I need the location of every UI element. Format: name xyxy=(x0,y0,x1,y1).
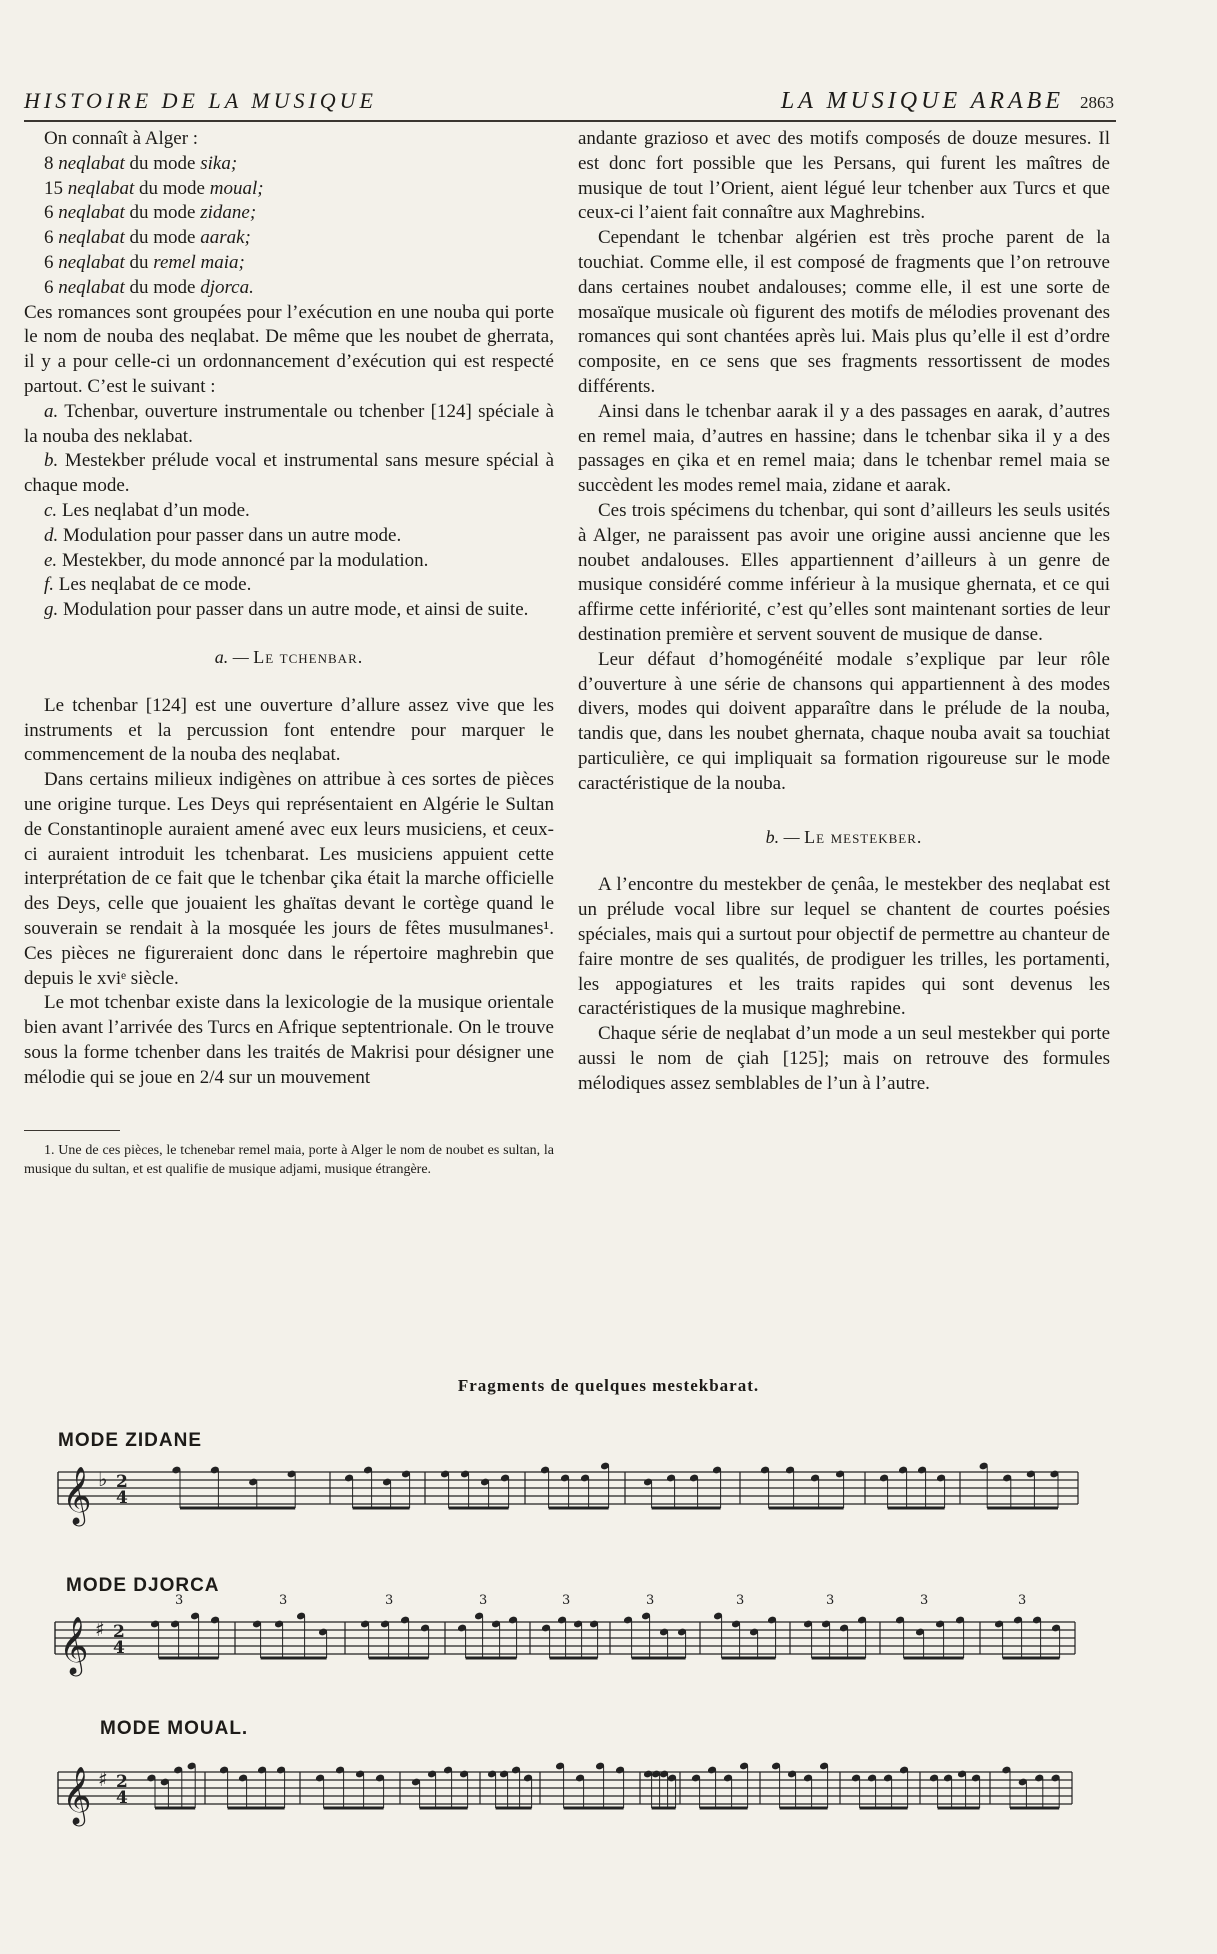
list-item: 6 neqlabat du mode aarak; xyxy=(44,227,251,249)
header-title: LA MUSIQUE ARABE xyxy=(780,88,1064,114)
paragraph: Dans certains milieux indigènes on attribue à ces sortes de pièces une origine turque. Les Deys qui représentaient en Algérie le Sultan de Constantinople auraient amené avec eux leurs musiciens, et ceux-ci auraient introduit les tchenbarat. Les musiciens appuient cette interprétation de ce fait que le tchenbar çika était la marche officielle des Deys, celle que jouaient les ghaïtas devant le cortège quand le souverain se rendait à la mosquée les jours de fêtes musulmanes¹. Ces pièces ne figureraient donc dans le répertoire maghrebin que depuis le xviᵉ siècle. xyxy=(24,769,554,989)
triplet-mark: 3 xyxy=(1018,1593,1027,1608)
treble-clef-icon: 𝄞 xyxy=(62,1466,92,1524)
triplet-mark: 3 xyxy=(646,1593,655,1608)
paragraph: Ainsi dans le tchenbar aarak il y a des passages en aarak, d’autres en remel maia, d’autres en hassine; dans le tchenbar sika il y a des passages en çika et en remel maia; dans le tchenbar remel maia se succèdent les modes remel maia, zidane et aarak. xyxy=(578,400,1110,497)
list-item: d. Modulation pour passer dans un autre mode. xyxy=(44,524,402,546)
music-staff-moual xyxy=(0,1720,1217,1840)
paragraph: Le mot tchenbar existe dans la lexicologie de la musique orientale bien avant l’arrivée des Turcs en Afrique septentrionale. On le trouve sous la forme tchenber dans les traités de Makrisi pour désigner une mélodie qui se joue en 2/4 sur un mouvement xyxy=(24,992,554,1088)
list-item: c. Les neqlabat d’un mode. xyxy=(44,499,250,521)
triplet-mark: 3 xyxy=(279,1593,288,1608)
list-item: a. Tchenbar, ouverture instrumentale ou tchenber [124] spéciale à la nouba des neklabat. xyxy=(24,400,554,447)
triplet-mark: 3 xyxy=(562,1593,571,1608)
section-heading-b: b. — Le mestekber. xyxy=(765,826,923,847)
execution-order-list xyxy=(24,400,554,623)
list-item: 6 neqlabat du mode djorca. xyxy=(44,276,254,298)
music-staff-zidane xyxy=(0,1440,1217,1540)
header-left: HISTOIRE DE LA MUSIQUE xyxy=(24,88,377,113)
time-signature-top: 2 xyxy=(116,1472,128,1492)
triplet-mark: 3 xyxy=(920,1593,929,1608)
key-signature: ♭ xyxy=(98,1467,108,1491)
list-item: f. Les neqlabat de ce mode. xyxy=(44,574,252,596)
list-item: g. Modulation pour passer dans un autre mode, et ainsi de suite. xyxy=(44,599,529,621)
staff-label: MODE MOUAL. xyxy=(100,1718,249,1739)
staff-label: MODE DJORCA xyxy=(66,1575,220,1596)
paragraph: Le tchenbar [124] est une ouverture d’allure assez vive que les instruments et la percussion font entendre pour marquer le commencement de la nouba des neqlabat. xyxy=(24,694,554,766)
mode-count-list xyxy=(24,152,554,301)
paragraph: On connaît à Alger : xyxy=(44,128,199,149)
list-item: 8 neqlabat du mode sika; xyxy=(44,152,238,174)
paragraph: A l’encontre du mestekber de çenâa, le mestekber des neqlabat est un prélude vocal libre sur lequel se chantent de courtes poésies spéciales, mais qui a surtout pour objectif de permettre au chanteur de faire montre de ses qualités, de prodiguer les trilles, les portamenti, les appogiatures et les traits rapides qui sont devenus les caractéristiques de la musique maghrebine. xyxy=(578,874,1110,1020)
paragraph: Chaque série de neqlabat d’un mode a un seul mestekber qui porte aussi le nom de çiah [125]; mais on retrouve des formules mélodiques assez semblables de l’un à l’autre. xyxy=(578,1023,1110,1094)
footnote-rule xyxy=(24,1130,120,1131)
treble-clef-icon: 𝄞 xyxy=(59,1616,89,1674)
paragraph: Cependant le tchenbar algérien est très proche parent de la touchiat. Comme elle, il est composé de fragments que l’on retrouve dans certaines noubet andalouses; comme elle, il est une sorte de mosaïque musicale où figurent des motifs de mélodies provenant des romances qui sont chantées après lui. Mais plus qu’elle il est d’ordre composite, en ce sens que ses fragments ressortissent de modes différents. xyxy=(578,227,1110,397)
paragraph: Ces trois spécimens du tchenbar, qui sont d’ailleurs les seuls usités à Alger, ne paraissent pas avoir une origine aussi ancienne que les noubet andalouses. Elles appartiennent d’ailleurs à un genre de musique considéré comme inférieur à la musique ghernata, et ce qui affirme cette infériorité, c’est qu’elles sont maintenant sorties de leur destination première et servent souvent de musique de danse. xyxy=(578,499,1110,645)
staff-label: MODE ZIDANE xyxy=(58,1430,202,1451)
triplet-mark: 3 xyxy=(385,1593,394,1608)
list-item: 15 neqlabat du mode moual; xyxy=(44,177,264,199)
left-column xyxy=(24,127,554,1179)
triplet-mark: 3 xyxy=(479,1593,488,1608)
triplet-mark: 3 xyxy=(826,1593,835,1608)
key-signature: ♯ xyxy=(95,1617,105,1641)
right-column xyxy=(578,127,1110,1096)
footnote: 1. Une de ces pièces, le tchenebar remel maia, porte à Alger le nom de noubet es sultan, la musique du sultan, et est qualifie de musique adjami, musique étrangère. xyxy=(24,1143,554,1178)
list-item: 6 neqlabat du remel maia; xyxy=(44,251,245,273)
list-item: 6 neqlabat du mode zidane; xyxy=(44,202,257,224)
treble-clef-icon: 𝄞 xyxy=(62,1766,92,1824)
paragraph: Leur défaut d’homogénéité modale s’explique par leur rôle d’ouverture à une série de chansons qui appartiennent à des modes divers, modes qui doivent apparaître dans le prélude de la nouba, tandis que, dans les noubet ghernata, chaque nouba avait sa touchiat particulière, ce qui impliquait sa formation rigoureuse sur le mode caractéristique de la nouba. xyxy=(578,648,1110,794)
key-signature: ♯ xyxy=(98,1767,108,1791)
header-rule xyxy=(24,120,1116,122)
time-signature-bottom: 4 xyxy=(116,1788,128,1808)
list-item: e. Mestekber, du mode annoncé par la modulation. xyxy=(44,549,429,571)
time-signature-bottom: 4 xyxy=(116,1488,128,1508)
time-signature-bottom: 4 xyxy=(113,1638,125,1658)
list-item: b. Mestekber prélude vocal et instrumental sans mesure spécial à chaque mode. xyxy=(24,450,555,497)
running-header xyxy=(24,86,1114,120)
section-heading-a: a. — Le tchenbar. xyxy=(214,646,364,667)
time-signature-top: 2 xyxy=(116,1772,128,1792)
music-staff-djorca xyxy=(0,1580,1217,1690)
paragraph: Ces romances sont groupées pour l’exécution en une nouba qui porte le nom de nouba des neqlabat. De même que les noubet de gherrata, il y a pour celle-ci un ordonnancement d’exécution qui est respecté partout. C’est le suivant : xyxy=(24,301,554,397)
triplet-mark: 3 xyxy=(736,1593,745,1608)
paragraph: andante grazioso et avec des motifs composés de douze mesures. Il est donc fort possible que les Persans, qui furent les maîtres de musique de tout l’Orient, aient légué leur tchenber aux Turcs et que ceux-ci l’aient fait connaître aux Maghrebins. xyxy=(578,128,1110,224)
page-number: 2863 xyxy=(1080,93,1114,112)
time-signature-top: 2 xyxy=(113,1622,125,1642)
triplet-mark: 3 xyxy=(175,1593,184,1608)
figure-caption: Fragments de quelques mestekbarat. xyxy=(457,1376,760,1395)
header-right xyxy=(781,88,1114,115)
